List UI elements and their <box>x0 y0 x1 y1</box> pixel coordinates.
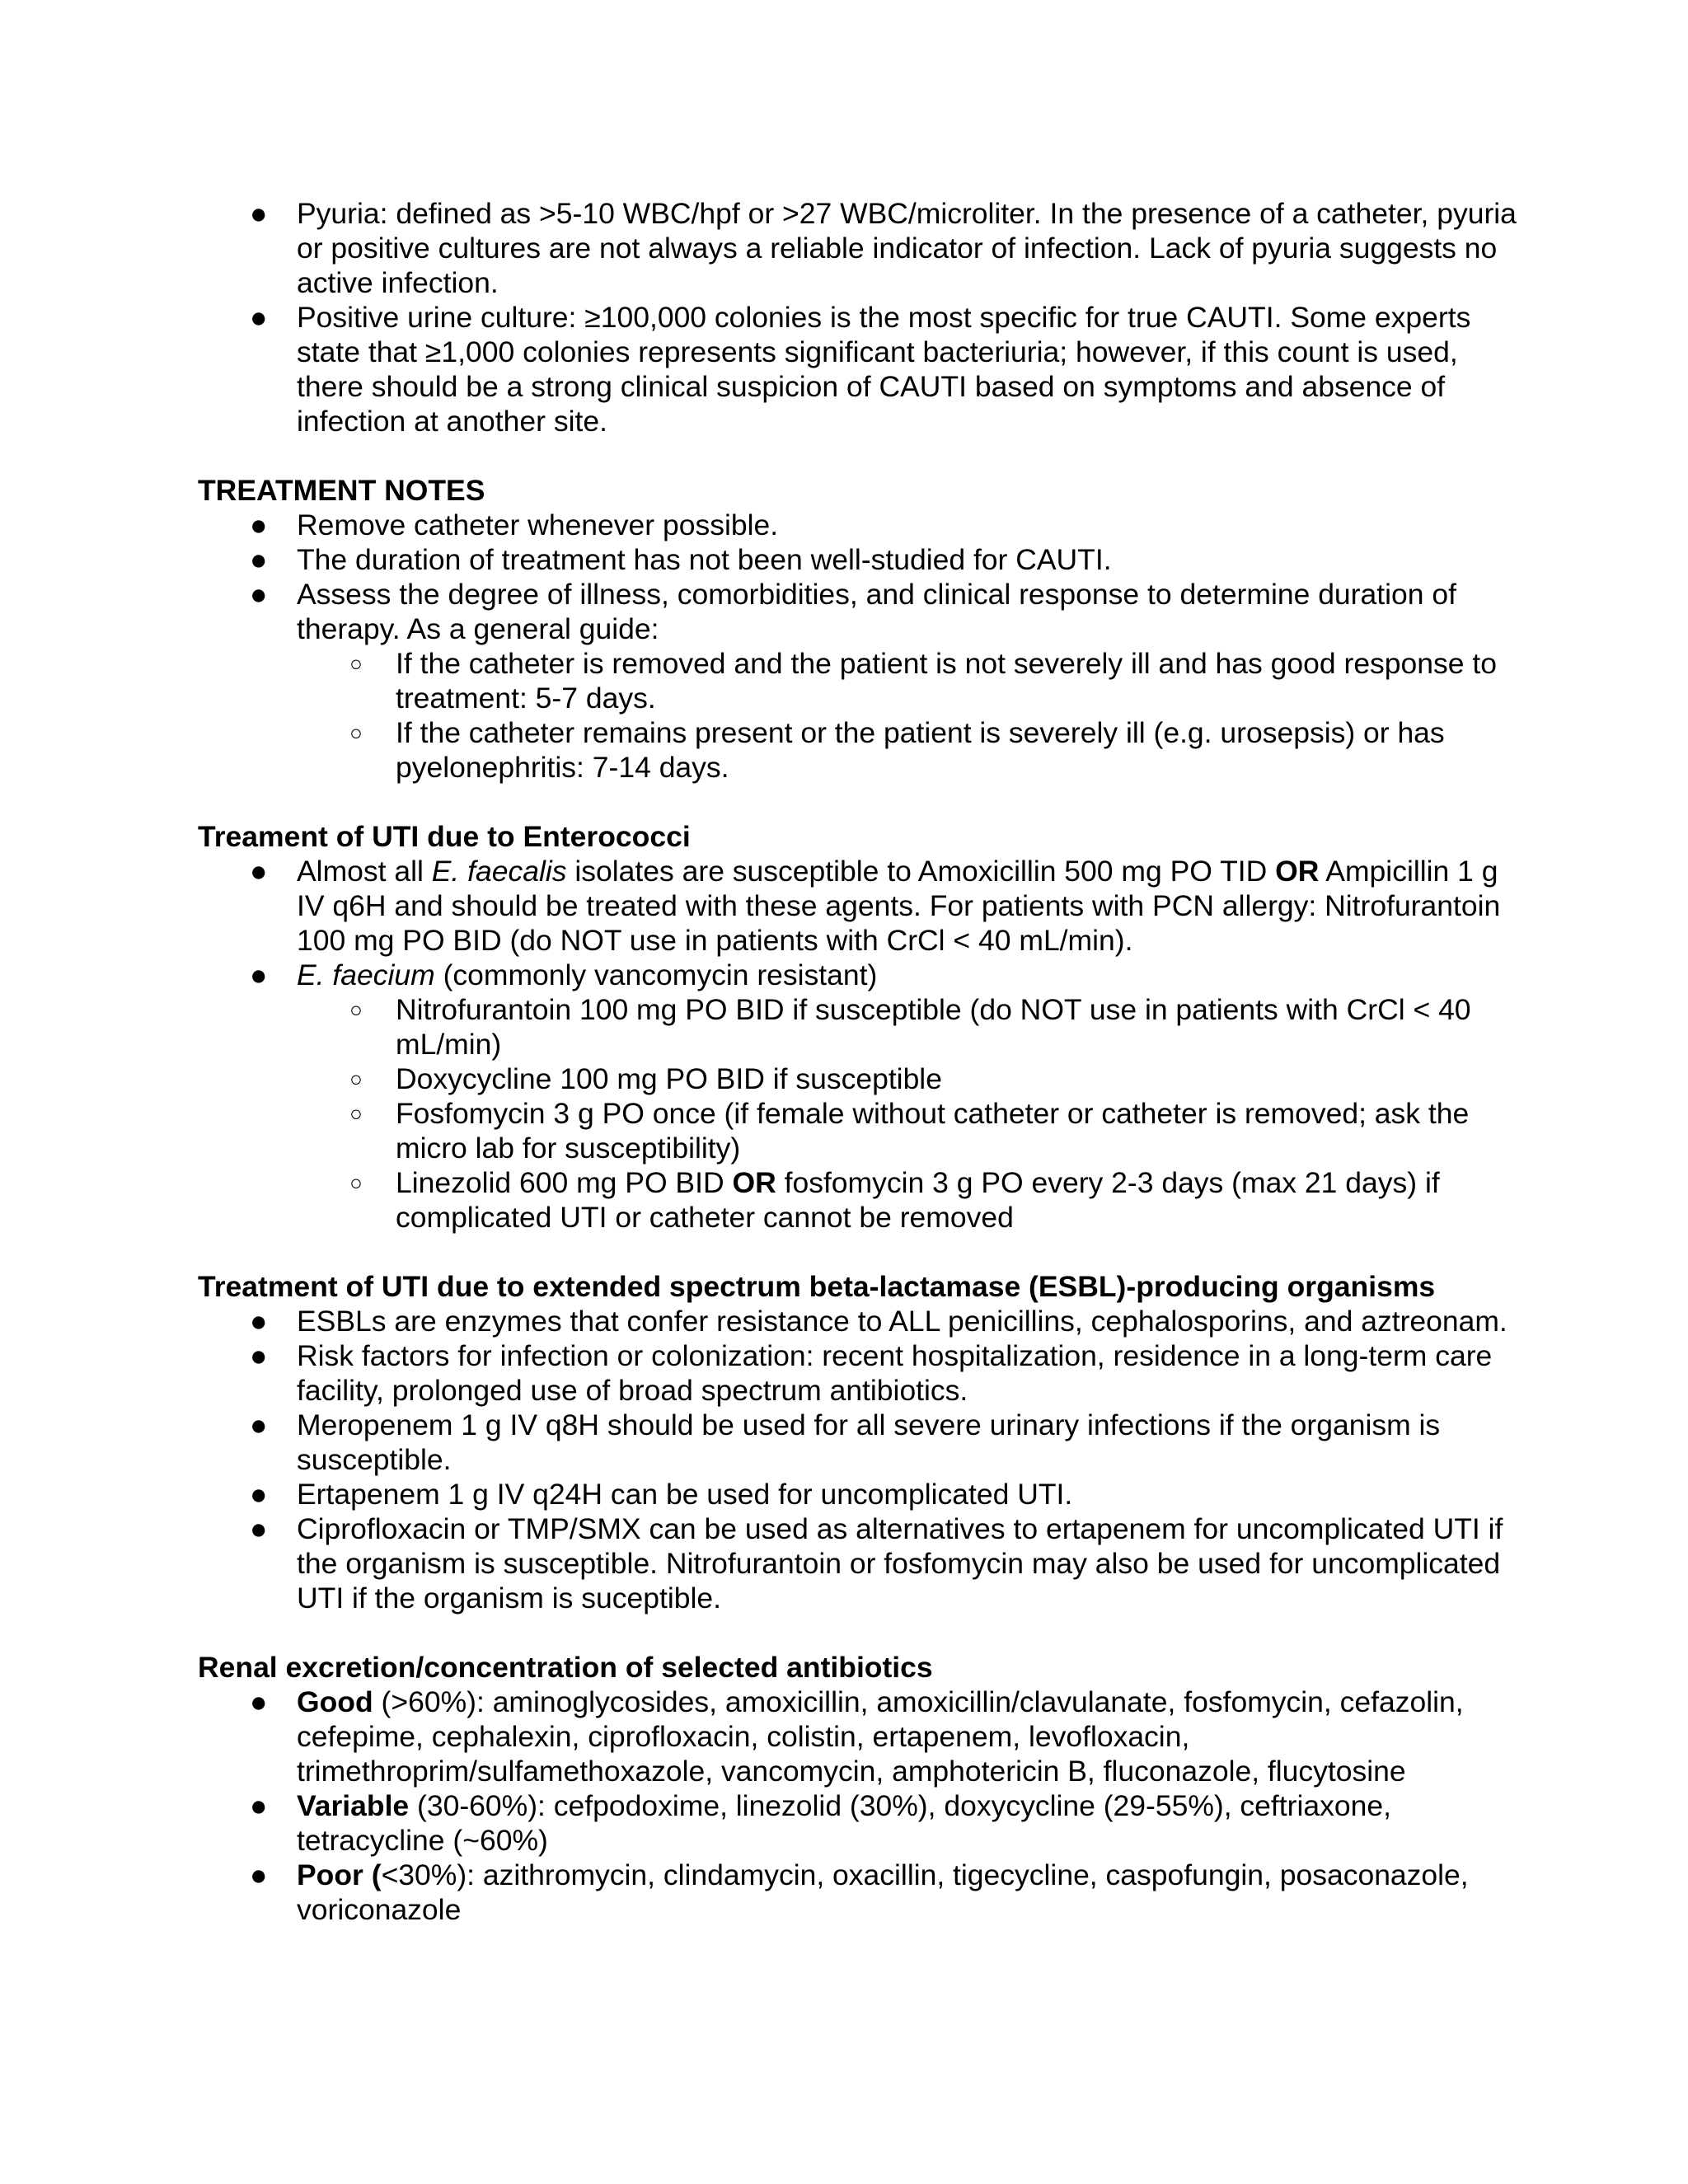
text-fragment: Ampicillin 1 g IV q6H and should be treated with these agents. For patients with PCN allergy: Nitrofurantoin 100 mg PO BID (do NOT use in patients with CrCl < 40 mL/min). <box>297 855 1501 957</box>
document-page <box>198 196 1517 1927</box>
bullet-icon: ● <box>250 855 268 888</box>
spacer <box>198 1235 1517 1269</box>
bullet-icon: ● <box>250 509 268 541</box>
list-item <box>198 958 1517 1235</box>
spacer <box>198 438 1517 473</box>
sublist-item-text: Nitrofurantoin 100 mg PO BID if susceptible (do NOT use in patients with CrCl < 40 mL/min) <box>396 993 1471 1061</box>
organism-name: E. faecalis <box>431 855 567 888</box>
list-item-text: Assess the degree of illness, comorbidities, and clinical response to determine duration of therapy. As a general guide: <box>297 578 1456 645</box>
bullet-icon: ● <box>250 578 268 611</box>
enterococci-heading: Treament of UTI due to Enterococci <box>198 820 691 853</box>
bullet-icon: ● <box>250 1478 268 1511</box>
intro-section <box>198 196 1517 438</box>
text-fragment: isolates are susceptible to Amoxicillin 500 mg PO TID <box>566 855 1276 888</box>
bullet-icon: ● <box>250 301 268 334</box>
spacer <box>198 785 1517 819</box>
sublist-item <box>297 715 1517 785</box>
treatment-notes-list <box>198 508 1517 785</box>
duration-sublist <box>297 646 1517 785</box>
circle-bullet-icon: ○ <box>349 651 363 676</box>
bullet-icon: ● <box>250 543 268 576</box>
list-item <box>198 300 1517 438</box>
sublist-item <box>297 646 1517 715</box>
list-item-text: Ciprofloxacin or TMP/SMX can be used as alternatives to ertapenem for uncomplicated UTI if the organism is susceptible. Nitrofurantoin or fosfomycin may also be used for uncomplicated UTI if the organism is suceptible. <box>297 1512 1503 1615</box>
list-item-text: The duration of treatment has not been well-studied for CAUTI. <box>297 543 1112 576</box>
esbl-section <box>198 1269 1517 1615</box>
category-label: Poor ( <box>297 1858 382 1891</box>
renal-list <box>198 1685 1517 1927</box>
list-item <box>198 1304 1517 1338</box>
list-item <box>198 196 1517 300</box>
pyuria-text: Pyuria: defined as >5-10 WBC/hpf or >27 WBC/microliter. In the presence of a catheter, pyuria or positive cultures are not always a reliable indicator of infection. Lack of pyuria suggests no active infection. <box>297 197 1517 299</box>
list-item-text: ESBLs are enzymes that confer resistance to ALL penicillins, cephalosporins, and aztreonam. <box>297 1305 1507 1338</box>
circle-bullet-icon: ○ <box>349 1101 363 1126</box>
sublist-item-text: Fosfomycin 3 g PO once (if female without catheter or catheter is removed; ask the micro lab for susceptibility) <box>396 1097 1470 1165</box>
sublist-item-text: If the catheter remains present or the patient is severely ill (e.g. urosepsis) or has pyelonephritis: 7-14 days. <box>396 716 1445 784</box>
list-item <box>198 854 1517 958</box>
esbl-heading: Treatment of UTI due to extended spectrum beta-lactamase (ESBL)-producing organisms <box>198 1270 1436 1303</box>
emphasis-or: OR <box>732 1166 776 1199</box>
organism-name: E. faecium <box>297 958 435 991</box>
treatment-notes-section <box>198 473 1517 785</box>
list-item <box>198 1511 1517 1615</box>
renal-heading: Renal excretion/concentration of selected antibiotics <box>198 1651 933 1684</box>
sublist-item-text: If the catheter is removed and the patient is not severely ill and has good response to treatment: 5-7 days. <box>396 647 1497 715</box>
list-item-text: Remove catheter whenever possible. <box>297 509 779 541</box>
category-text: <30%): azithromycin, clindamycin, oxacillin, tigecycline, caspofungin, posaconazole, voriconazole <box>297 1858 1469 1926</box>
circle-bullet-icon: ○ <box>349 1170 363 1195</box>
category-text: (30-60%): cefpodoxime, linezolid (30%), doxycycline (29-55%), ceftriaxone, tetracycline (~60%) <box>297 1789 1391 1857</box>
category-label: Good <box>297 1685 373 1718</box>
list-item <box>198 577 1517 785</box>
text-fragment: (commonly vancomycin resistant) <box>434 958 878 991</box>
bullet-icon: ● <box>250 958 268 991</box>
bullet-icon: ● <box>250 1789 268 1822</box>
list-item-text: Risk factors for infection or colonization: recent hospitalization, residence in a long-term care facility, prolonged use of broad spectrum antibiotics. <box>297 1339 1493 1407</box>
circle-bullet-icon: ○ <box>349 997 363 1022</box>
sublist-item <box>297 1062 1517 1096</box>
enterococci-section <box>198 819 1517 1235</box>
treatment-notes-heading: TREATMENT NOTES <box>198 474 485 507</box>
enterococci-list <box>198 854 1517 1235</box>
intro-list <box>198 196 1517 438</box>
circle-bullet-icon: ○ <box>349 1066 363 1091</box>
bullet-icon: ● <box>250 1685 268 1718</box>
faecium-sublist <box>297 992 1517 1235</box>
list-item <box>198 542 1517 577</box>
bullet-icon: ● <box>250 197 268 230</box>
circle-bullet-icon: ○ <box>349 720 363 745</box>
emphasis-or: OR <box>1275 855 1320 888</box>
list-item <box>198 1408 1517 1477</box>
sublist-item <box>297 1165 1517 1235</box>
bullet-icon: ● <box>250 1858 268 1891</box>
esbl-list <box>198 1304 1517 1615</box>
list-item <box>198 508 1517 542</box>
spacer <box>198 1615 1517 1650</box>
text-fragment: fosfomycin 3 g PO every 2-3 days (max 21 days) if complicated UTI or catheter cannot be removed <box>396 1166 1440 1234</box>
list-item <box>198 1858 1517 1927</box>
category-text: (>60%): aminoglycosides, amoxicillin, amoxicillin/clavulanate, fosfomycin, cefazolin, cefepime, cephalexin, ciprofloxacin, colistin, ertapenem, levofloxacin, trimethroprim/sulfamethoxazole, vancomycin, amphotericin B, fluconazole, flucytosine <box>297 1685 1464 1788</box>
text-fragment: Linezolid 600 mg PO BID <box>396 1166 733 1199</box>
renal-section <box>198 1650 1517 1927</box>
bullet-icon: ● <box>250 1339 268 1372</box>
list-item <box>198 1788 1517 1858</box>
list-item <box>198 1685 1517 1788</box>
bullet-icon: ● <box>250 1512 268 1545</box>
bullet-icon: ● <box>250 1305 268 1338</box>
urine-culture-text: Positive urine culture: ≥100,000 colonies is the most specific for true CAUTI. Some experts state that ≥1,000 colonies represents significant bacteriuria; however, if this count is used, there should be a strong clinical suspicion of CAUTI based on symptoms and absence of infection at another site. <box>297 301 1471 438</box>
text-fragment: Almost all <box>297 855 432 888</box>
list-item <box>198 1338 1517 1408</box>
bullet-icon: ● <box>250 1408 268 1441</box>
list-item-text: Meropenem 1 g IV q8H should be used for all severe urinary infections if the organism is susceptible. <box>297 1408 1441 1476</box>
sublist-item <box>297 1096 1517 1165</box>
list-item <box>198 1477 1517 1511</box>
sublist-item-text: Doxycycline 100 mg PO BID if susceptible <box>396 1062 942 1095</box>
list-item-text: Ertapenem 1 g IV q24H can be used for uncomplicated UTI. <box>297 1478 1073 1511</box>
sublist-item <box>297 992 1517 1062</box>
category-label: Variable <box>297 1789 410 1822</box>
